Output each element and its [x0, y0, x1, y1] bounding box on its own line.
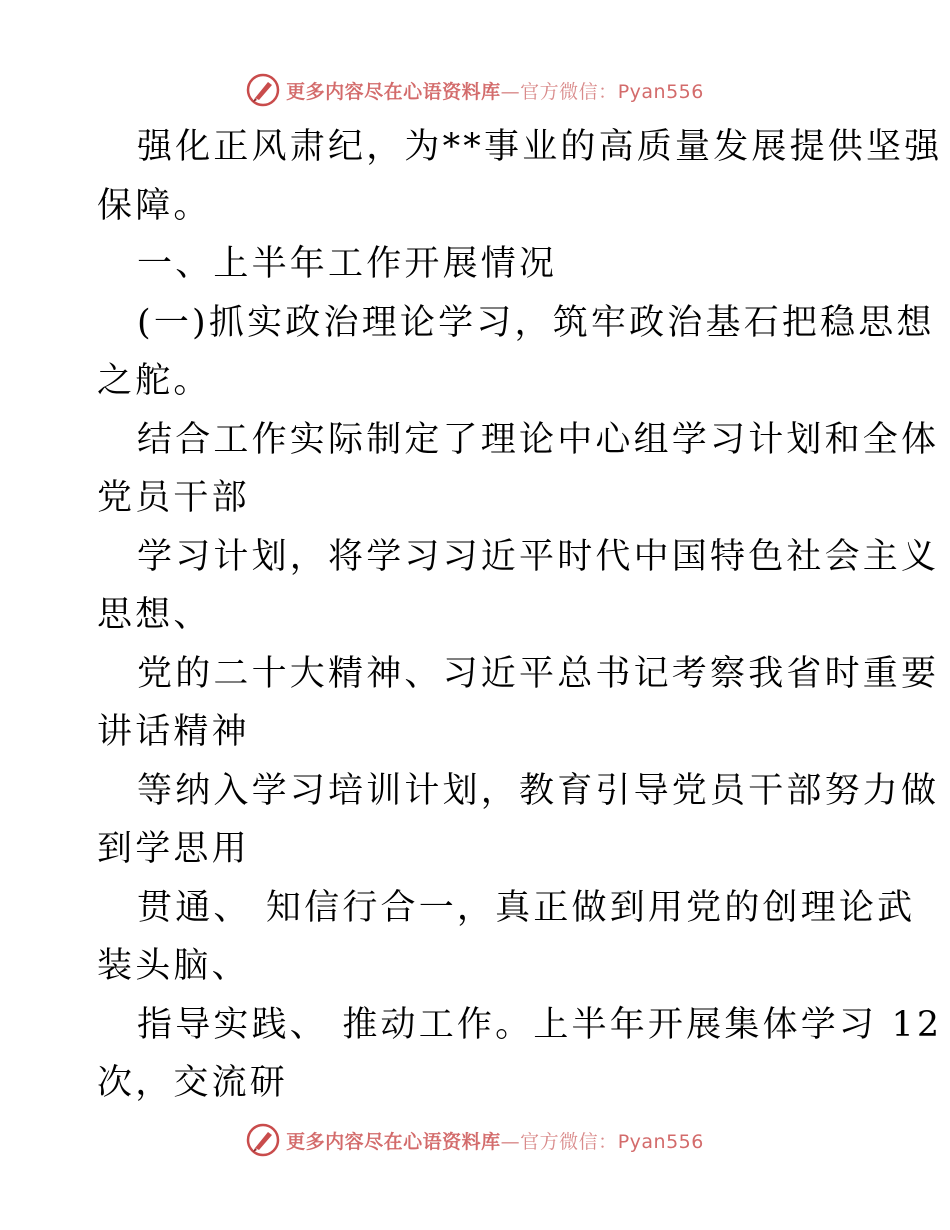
watermark-separator: —: [500, 80, 521, 103]
watermark-label: 官方微信：: [520, 80, 618, 103]
text-line: 学习计划，将学习习近平时代中国特色社会主义: [137, 536, 940, 577]
text-line: 保障。: [97, 185, 212, 226]
text-line: 装头脑、: [97, 946, 250, 986]
footer-watermark: [0, 1120, 950, 1160]
watermark-main: 更多内容尽在心语资料库: [286, 80, 501, 103]
watermark-id: Pyan556: [617, 80, 704, 103]
watermark-main: 更多内容尽在心语资料库: [286, 1130, 501, 1153]
pen-logo-icon: [246, 1123, 280, 1157]
text-line: 次，交流研: [97, 1063, 289, 1103]
subsection-heading: (一)抓实政治理论学习，筑牢政治基石把稳思想: [137, 302, 935, 343]
watermark-id: Pyan556: [617, 1130, 704, 1153]
text-line: 思想、: [97, 595, 212, 635]
text-line: 结合工作实际制定了理论中心组学习计划和全体: [137, 419, 940, 460]
text-line: 之舵。: [97, 361, 212, 401]
text-line: 党员干部: [97, 478, 250, 518]
watermark-separator: —: [500, 1130, 521, 1153]
text-line: 到学思用: [97, 829, 250, 869]
watermark-label: 官方微信：: [520, 1130, 618, 1153]
header-watermark: [0, 70, 950, 110]
section-heading: 一、上半年工作开展情况: [137, 244, 558, 284]
pen-logo-icon: [246, 73, 280, 107]
text-line: 指导实践、 推动工作。上半年开展集体学习 12: [137, 1004, 943, 1045]
text-line: 讲话精神: [97, 712, 250, 752]
document-body: [97, 118, 943, 1113]
text-line: 等纳入学习培训计划，教育引导党员干部努力做: [137, 770, 940, 811]
text-line: 贯通、 知信行合一，真正做到用党的创理论武: [137, 887, 916, 928]
text-line: 强化正风肃纪，为**事业的高质量发展提供坚强: [137, 127, 943, 167]
watermark-text: [286, 1127, 704, 1154]
watermark-text: [286, 77, 704, 104]
text-line: 党的二十大精神、习近平总书记考察我省时重要: [137, 653, 940, 694]
